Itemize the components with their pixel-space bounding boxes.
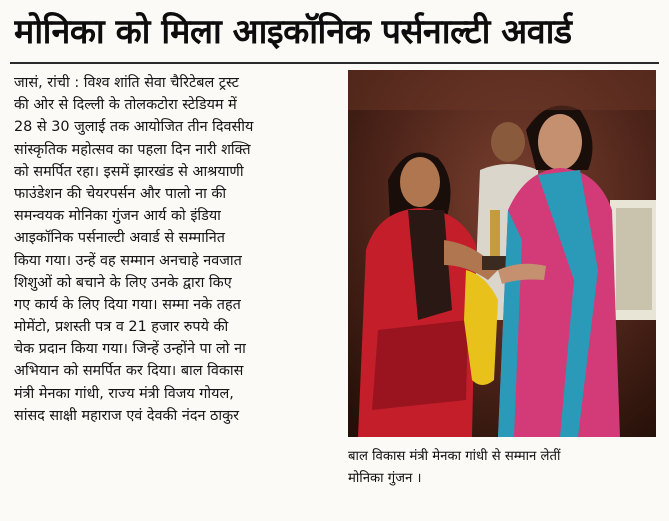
body-line: 28 से 30 जुलाई तक आयोजित तीन दिवसीय [14,119,254,136]
caption-line: मोनिका गुंजन । [348,471,422,486]
body-line: आइकॉनिक पर्सनाल्टी अवार्ड से सम्मानित [14,230,225,247]
headline: मोनिका को मिला आइकॉनिक पर्सनाल्टी अवार्ड [14,12,572,52]
body-line: शिशुओं को बचाने के लिए उनके द्वारा किए [14,274,232,291]
body-line: की ओर से दिल्ली के तोलकटोरा स्टेडियम में [14,97,237,114]
headline-rule [10,62,659,64]
body-line: चेक प्रदान किया गया। जिन्हें उन्होंने पा लो ना [14,341,246,358]
article-body [14,72,336,518]
caption-line: बाल विकास मंत्री मेनका गांधी से सम्मान लेतीं [348,449,561,464]
body-line: फाउंडेशन की चेयरपर्सन और पालो ना की [14,185,227,202]
body-line: मोमेंटो, प्रशस्ती पत्र व 21 हजार रुपये की [14,319,229,336]
body-line: सांस्कृतिक महोत्सव का पहला दिन नारी शक्ति [14,141,251,158]
body-line: अभियान को समर्पित कर दिया। बाल विकास [14,363,244,380]
body-line: को समर्पित रहा। इसमें झारखंड से आश्रयाणी [14,163,244,180]
body-line: सांसद साक्षी महाराज एवं देवकी नंदन ठाकुर [14,407,240,424]
body-line: जासं, रांची : विश्व शांति सेवा चैरिटेबल ट्रस्ट [14,75,239,91]
body-line: किया गया। उन्हें वह सम्मान अनचाहे नवजात [14,252,242,269]
body-line: समन्वयक मोनिका गुंजन आर्य को इंडिया [14,208,221,225]
body-line: गए कार्य के लिए दिया गया। सम्मा नके तहत [14,296,241,313]
photo-caption [348,446,658,494]
news-photo [348,70,656,437]
body-line: मंत्री मेनका गांधी, राज्य मंत्री विजय गोयल, [14,385,234,402]
award-frame [610,200,656,320]
